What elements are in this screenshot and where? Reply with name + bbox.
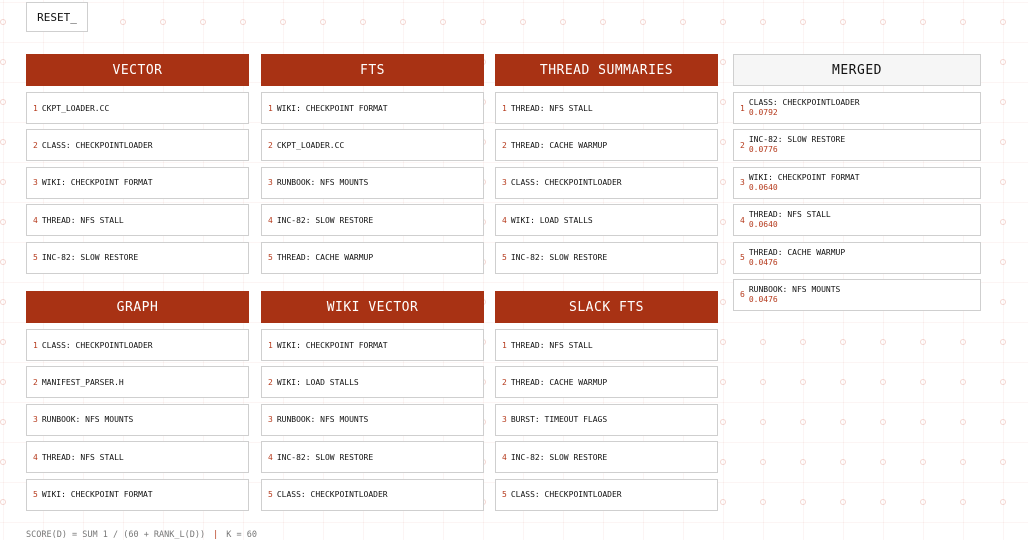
rank-number: 1 <box>502 103 507 113</box>
grid-dot <box>441 20 446 25</box>
grid-dot <box>561 20 566 25</box>
grid-dot <box>721 380 726 385</box>
grid-dot <box>801 420 806 425</box>
list-item[interactable] <box>495 329 718 361</box>
reset-button[interactable]: RESET_ <box>26 2 88 32</box>
list-item[interactable] <box>26 167 249 199</box>
grid-dot <box>841 380 846 385</box>
column-vector <box>26 54 249 279</box>
rank-number: 3 <box>33 178 38 188</box>
column-slack-fts <box>495 291 718 516</box>
k-value: K = 60 <box>226 530 257 540</box>
item-label: INC-82: SLOW RESTORE <box>276 215 374 225</box>
rank-number: 5 <box>268 490 273 500</box>
grid-dot <box>841 20 846 25</box>
item-label: WIKI: LOAD STALLS <box>510 215 593 225</box>
rank-number: 4 <box>740 215 745 225</box>
grid-dot <box>761 500 766 505</box>
item-label: CLASS: CHECKPOINTLOADER <box>276 490 388 500</box>
grid-dot <box>841 420 846 425</box>
list-item[interactable] <box>261 242 484 274</box>
rank-number: 3 <box>502 178 507 188</box>
grid-dot <box>721 20 726 25</box>
grid-dot <box>881 500 886 505</box>
grid-dot <box>881 420 886 425</box>
grid-dot <box>721 140 726 145</box>
grid-dot <box>1001 260 1006 265</box>
merged-item[interactable] <box>733 92 981 124</box>
grid-dot <box>1001 140 1006 145</box>
grid-dot <box>1 20 6 25</box>
list-item[interactable] <box>261 441 484 473</box>
list-item[interactable] <box>26 329 249 361</box>
grid-dot <box>721 500 726 505</box>
rank-number: 3 <box>268 178 273 188</box>
grid-dot <box>721 100 726 105</box>
item-label: WIKI: LOAD STALLS <box>276 377 359 387</box>
grid-dot <box>721 460 726 465</box>
merged-item-label: RUNBOOK: NFS MOUNTS <box>748 284 841 294</box>
rank-number: 1 <box>502 340 507 350</box>
rank-number: 5 <box>268 253 273 263</box>
list-item[interactable] <box>495 366 718 398</box>
merged-item-label: THREAD: NFS STALL <box>748 210 831 220</box>
grid-dot <box>361 20 366 25</box>
merged-item[interactable] <box>733 204 981 236</box>
item-label: THREAD: CACHE WARMUP <box>510 377 608 387</box>
list-item[interactable] <box>26 204 249 236</box>
rank-number: 4 <box>33 215 38 225</box>
item-label: INC-82: SLOW RESTORE <box>41 253 139 263</box>
rank-number: 2 <box>740 140 745 150</box>
item-label: THREAD: NFS STALL <box>41 215 124 225</box>
grid-dot <box>1 260 6 265</box>
formula-text: SCORE(D) = SUM 1 / (60 + RANK_L(D)) <box>26 530 206 540</box>
rank-number: 5 <box>33 490 38 500</box>
grid-dot <box>921 340 926 345</box>
grid-dot <box>1 220 6 225</box>
grid-dot <box>761 420 766 425</box>
grid-dot <box>761 340 766 345</box>
grid-dot <box>921 500 926 505</box>
rank-number: 1 <box>740 103 745 113</box>
column-header-fts: FTS <box>261 54 484 86</box>
grid-dot <box>481 20 486 25</box>
item-label: INC-82: SLOW RESTORE <box>510 253 608 263</box>
item-label: MANIFEST_PARSER.H <box>41 377 124 387</box>
grid-dot <box>1 340 6 345</box>
grid-dot <box>961 460 966 465</box>
item-label: WIKI: CHECKPOINT FORMAT <box>41 490 153 500</box>
item-label: THREAD: CACHE WARMUP <box>510 140 608 150</box>
grid-dot <box>1001 20 1006 25</box>
rank-number: 2 <box>502 140 507 150</box>
item-label: RUNBOOK: NFS MOUNTS <box>41 415 134 425</box>
grid-dot <box>1001 180 1006 185</box>
grid-dot <box>1 460 6 465</box>
grid-dot <box>801 460 806 465</box>
item-label: CLASS: CHECKPOINTLOADER <box>41 140 153 150</box>
grid-dot <box>1001 300 1006 305</box>
grid-dot <box>921 460 926 465</box>
grid-dot <box>721 420 726 425</box>
rank-number: 3 <box>740 178 745 188</box>
merged-item-score: 0.0640 <box>748 220 778 230</box>
grid-dot <box>801 500 806 505</box>
grid-dot <box>1001 100 1006 105</box>
merged-item[interactable] <box>733 129 981 161</box>
item-label: RUNBOOK: NFS MOUNTS <box>276 415 369 425</box>
grid-dot <box>841 460 846 465</box>
grid-dot <box>921 420 926 425</box>
rank-number: 2 <box>268 140 273 150</box>
rank-number: 4 <box>33 452 38 462</box>
grid-dot <box>961 20 966 25</box>
item-label: WIKI: CHECKPOINT FORMAT <box>41 178 153 188</box>
column-header-wiki-vector: WIKI VECTOR <box>261 291 484 323</box>
grid-dot <box>241 20 246 25</box>
merged-item-label: INC-82: SLOW RESTORE <box>748 135 846 145</box>
list-item[interactable] <box>495 242 718 274</box>
list-item[interactable] <box>261 204 484 236</box>
grid-dot <box>281 20 286 25</box>
rank-number: 1 <box>33 340 38 350</box>
list-item[interactable] <box>26 479 249 511</box>
merged-item-score: 0.0476 <box>748 294 778 304</box>
item-label: THREAD: CACHE WARMUP <box>276 253 374 263</box>
merged-item[interactable] <box>733 279 981 311</box>
grid-dot <box>961 380 966 385</box>
merged-item-score: 0.0792 <box>748 108 778 117</box>
grid-dot <box>641 20 646 25</box>
list-item[interactable] <box>495 204 718 236</box>
grid-dot <box>1001 340 1006 345</box>
column-header-merged: MERGED <box>733 54 981 86</box>
column-header-vector: VECTOR <box>26 54 249 86</box>
item-label: CKPT_LOADER.CC <box>41 103 110 113</box>
item-label: CKPT_LOADER.CC <box>276 140 345 150</box>
grid-dot <box>841 500 846 505</box>
grid-dot <box>841 340 846 345</box>
grid-dot <box>881 20 886 25</box>
column-header-thread-summaries: THREAD SUMMARIES <box>495 54 718 86</box>
grid-dot <box>801 20 806 25</box>
grid-dot <box>881 380 886 385</box>
list-item[interactable] <box>261 366 484 398</box>
rank-number: 3 <box>33 415 38 425</box>
grid-dot <box>1 500 6 505</box>
rank-number: 2 <box>268 377 273 387</box>
grid-dot <box>1 100 6 105</box>
column-header-graph: GRAPH <box>26 291 249 323</box>
rank-number: 4 <box>502 452 507 462</box>
grid-dot <box>761 460 766 465</box>
grid-dot <box>681 20 686 25</box>
grid-dot <box>201 20 206 25</box>
grid-dot <box>721 60 726 65</box>
rank-number: 2 <box>502 377 507 387</box>
list-item[interactable] <box>26 404 249 436</box>
formula-footer <box>26 530 257 540</box>
grid-dot <box>721 180 726 185</box>
grid-dot <box>121 20 126 25</box>
list-item[interactable] <box>495 167 718 199</box>
list-item[interactable] <box>261 129 484 161</box>
grid-dot <box>521 20 526 25</box>
item-label: INC-82: SLOW RESTORE <box>276 452 374 462</box>
rank-number: 5 <box>33 253 38 263</box>
list-item[interactable] <box>495 129 718 161</box>
grid-dot <box>1001 60 1006 65</box>
grid-dot <box>401 20 406 25</box>
grid-dot <box>761 380 766 385</box>
rank-number: 2 <box>33 140 38 150</box>
rank-number: 1 <box>33 103 38 113</box>
item-label: BURST: TIMEOUT FLAGS <box>510 415 608 425</box>
grid-dot <box>721 300 726 305</box>
footer-separator: | <box>213 530 219 540</box>
list-item[interactable] <box>495 404 718 436</box>
rank-number: 1 <box>268 340 273 350</box>
list-item[interactable] <box>26 242 249 274</box>
column-fts <box>261 54 484 279</box>
grid-dot <box>1001 420 1006 425</box>
grid-dot <box>761 20 766 25</box>
list-item[interactable] <box>261 329 484 361</box>
merged-item[interactable] <box>733 242 981 274</box>
list-item[interactable] <box>26 129 249 161</box>
grid-dot <box>1 140 6 145</box>
item-label: CLASS: CHECKPOINTLOADER <box>510 490 622 500</box>
merged-item[interactable] <box>733 167 981 199</box>
rank-number: 5 <box>740 253 745 263</box>
merged-item-score: 0.0476 <box>748 257 778 267</box>
grid-dot <box>1001 220 1006 225</box>
column-thread-summaries <box>495 54 718 279</box>
list-item[interactable] <box>261 479 484 511</box>
grid-dot <box>1 420 6 425</box>
list-item[interactable] <box>495 92 718 124</box>
grid-dot <box>1001 380 1006 385</box>
merged-item-score: 0.0776 <box>748 145 778 155</box>
merged-item-label: WIKI: CHECKPOINT FORMAT <box>748 172 860 182</box>
rank-number: 3 <box>502 415 507 425</box>
merged-item-score: 0.0640 <box>748 182 778 192</box>
rank-number: 6 <box>740 290 745 300</box>
item-label: WIKI: CHECKPOINT FORMAT <box>276 340 388 350</box>
rank-number: 5 <box>502 490 507 500</box>
merged-item-label: THREAD: CACHE WARMUP <box>748 247 846 257</box>
grid-dot <box>1 180 6 185</box>
grid-dot <box>161 20 166 25</box>
rank-number: 4 <box>502 215 507 225</box>
merged-item-label: CLASS: CHECKPOINTLOADER <box>748 98 860 107</box>
grid-dot <box>1 60 6 65</box>
column-wiki-vector <box>261 291 484 516</box>
column-graph <box>26 291 249 516</box>
item-label: RUNBOOK: NFS MOUNTS <box>276 178 369 188</box>
grid-dot <box>881 340 886 345</box>
grid-dot <box>1 300 6 305</box>
grid-dot <box>601 20 606 25</box>
list-item[interactable] <box>261 92 484 124</box>
grid-dot <box>801 340 806 345</box>
grid-dot <box>921 380 926 385</box>
grid-dot <box>721 260 726 265</box>
rank-number: 3 <box>268 415 273 425</box>
grid-dot <box>321 20 326 25</box>
rank-number: 1 <box>268 103 273 113</box>
list-item[interactable] <box>261 167 484 199</box>
item-label: WIKI: CHECKPOINT FORMAT <box>276 103 388 113</box>
item-label: CLASS: CHECKPOINTLOADER <box>41 340 153 350</box>
grid-dot <box>801 380 806 385</box>
item-label: CLASS: CHECKPOINTLOADER <box>510 178 622 188</box>
rank-number: 4 <box>268 215 273 225</box>
rank-number: 4 <box>268 452 273 462</box>
rank-number: 2 <box>33 377 38 387</box>
item-label: INC-82: SLOW RESTORE <box>510 452 608 462</box>
item-label: THREAD: NFS STALL <box>510 340 593 350</box>
grid-dot <box>961 420 966 425</box>
list-item[interactable] <box>26 441 249 473</box>
list-item[interactable] <box>26 92 249 124</box>
rank-number: 5 <box>502 253 507 263</box>
grid-dot <box>721 220 726 225</box>
list-item[interactable] <box>495 441 718 473</box>
grid-dot <box>1001 460 1006 465</box>
grid-dot <box>961 500 966 505</box>
grid-dot <box>961 340 966 345</box>
grid-dot <box>1 380 6 385</box>
column-header-slack-fts: SLACK FTS <box>495 291 718 323</box>
item-label: THREAD: NFS STALL <box>41 452 124 462</box>
list-item[interactable] <box>261 404 484 436</box>
grid-dot <box>881 460 886 465</box>
grid-dot <box>921 20 926 25</box>
column-merged <box>733 54 981 316</box>
grid-dot <box>1001 500 1006 505</box>
list-item[interactable] <box>26 366 249 398</box>
grid-dot <box>721 340 726 345</box>
list-item[interactable] <box>495 479 718 511</box>
item-label: THREAD: NFS STALL <box>510 103 593 113</box>
